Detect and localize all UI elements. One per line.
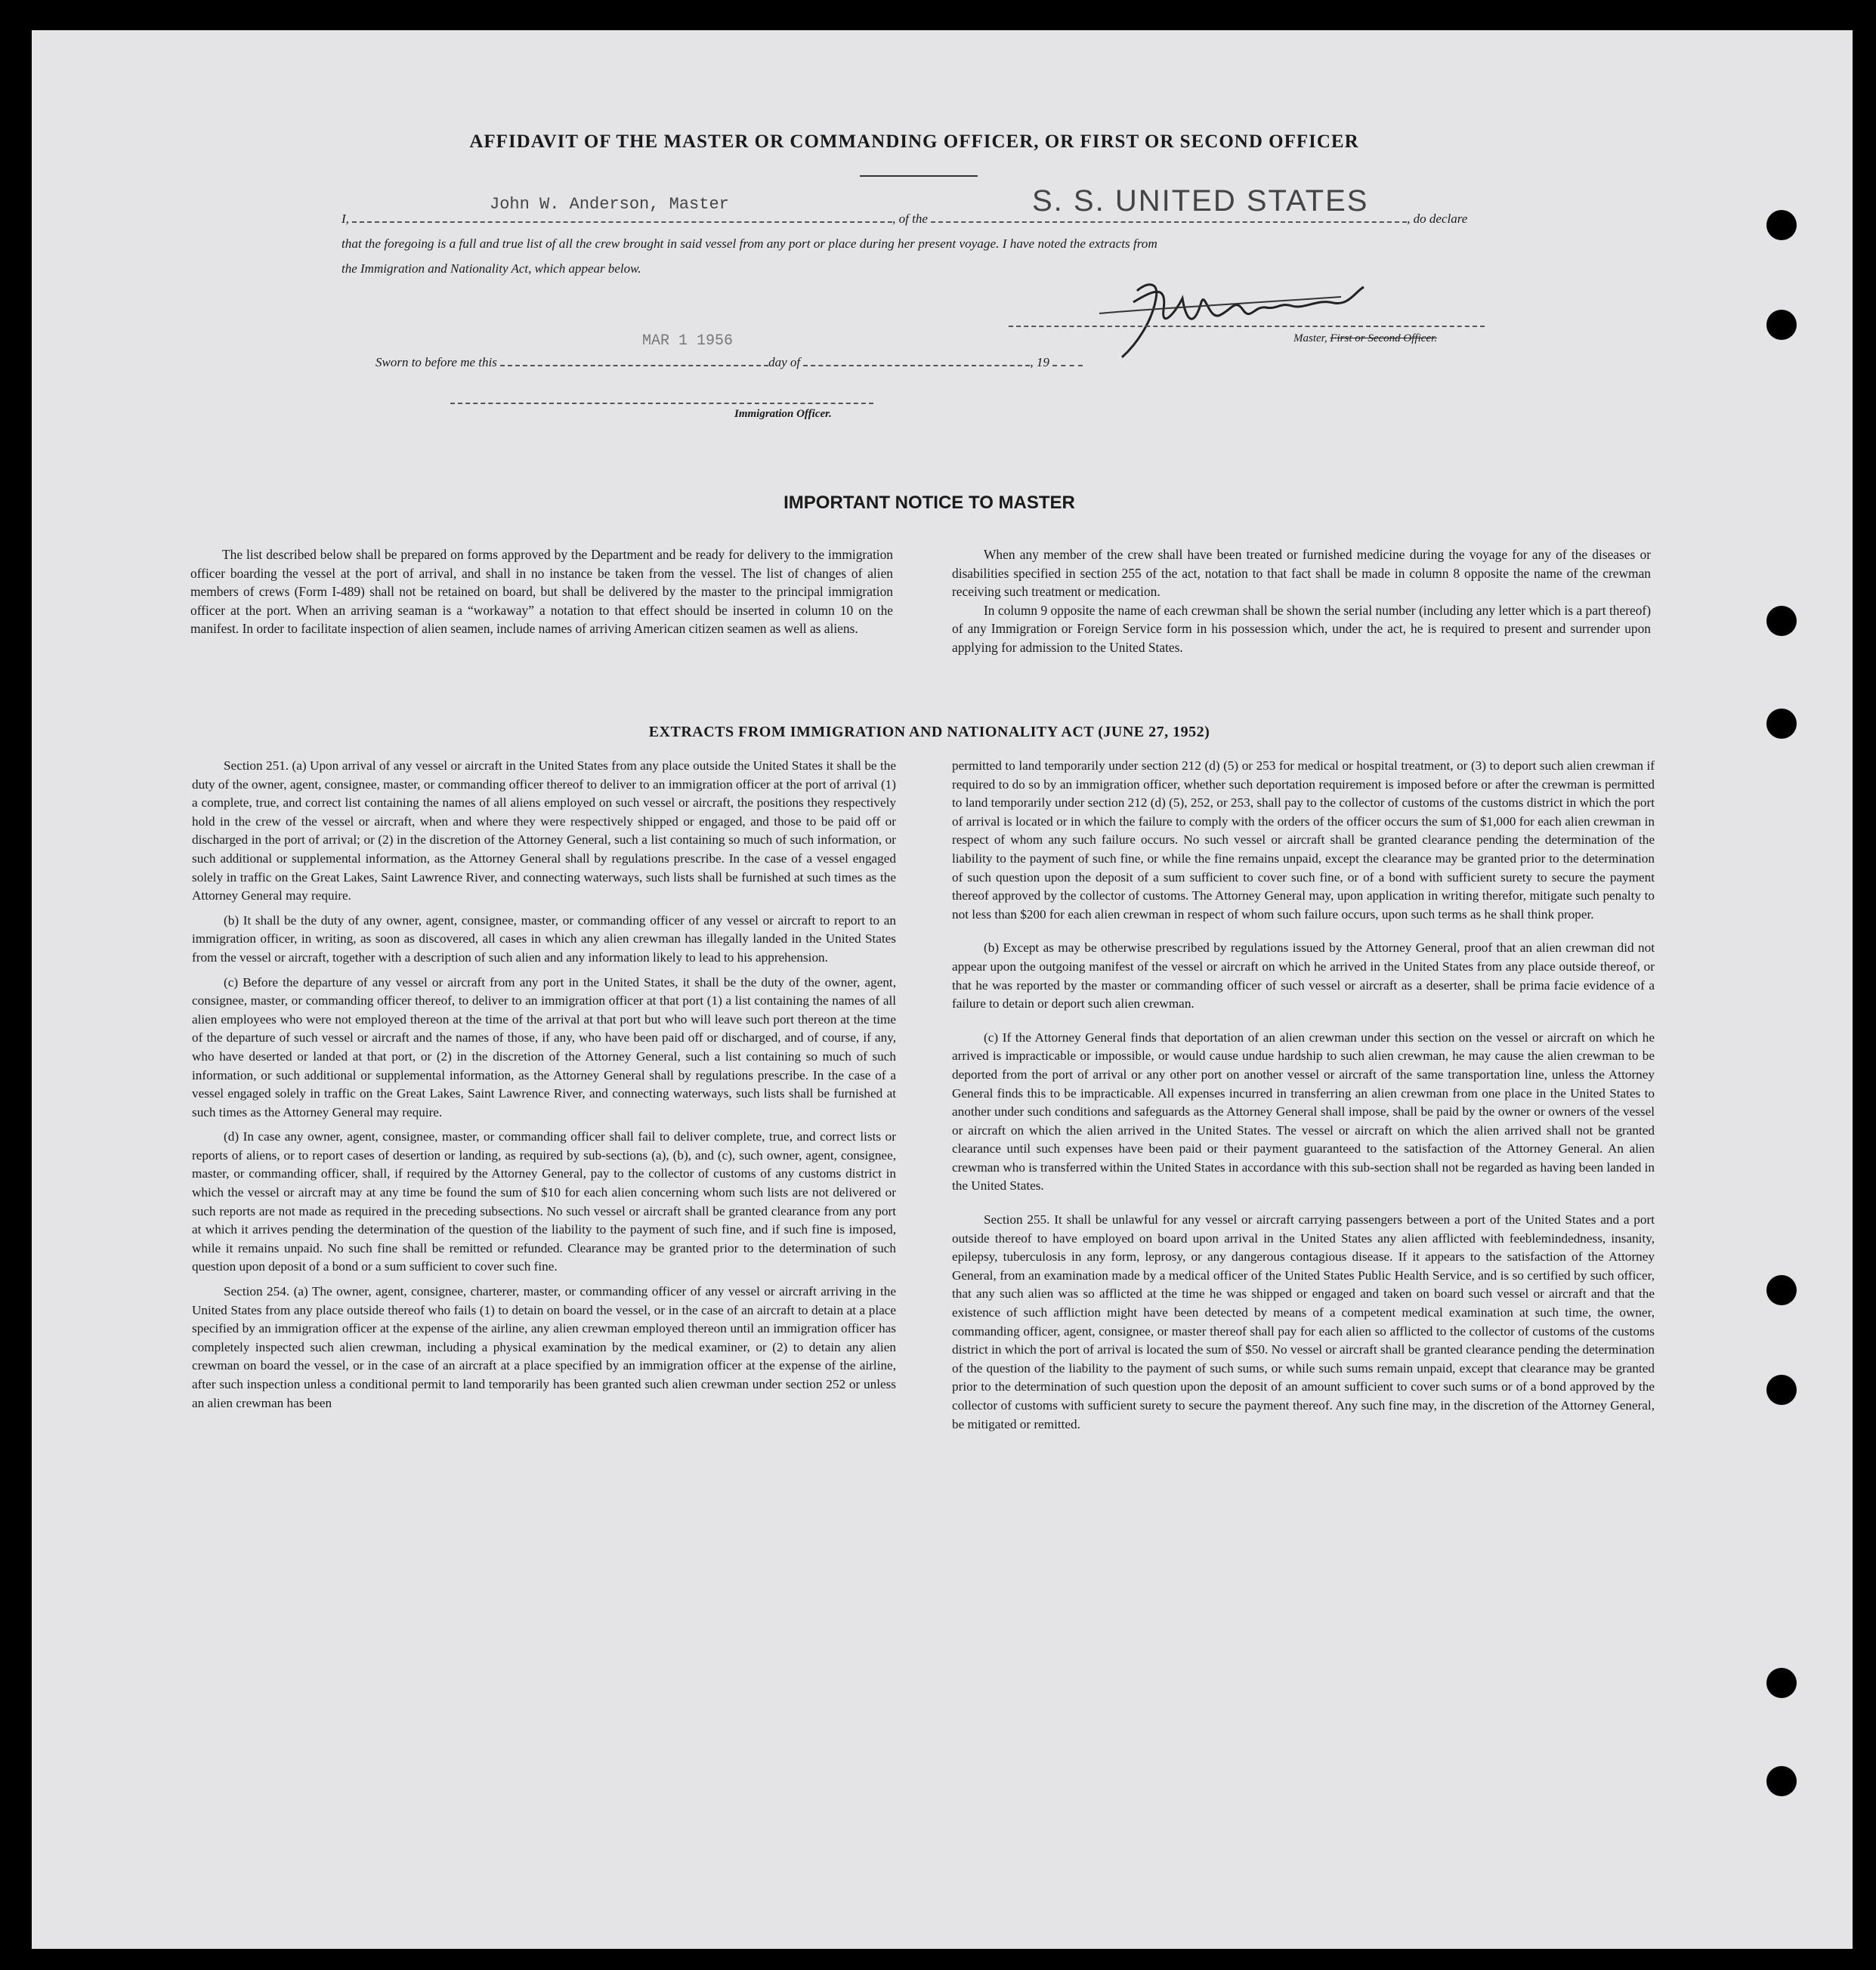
extracts-right-column bbox=[952, 757, 1655, 1434]
day-of-label: day of bbox=[768, 355, 801, 369]
sworn-line bbox=[376, 355, 1083, 370]
binder-hole bbox=[1766, 210, 1797, 240]
section-251b: (b) It shall be the duty of any owner, agent, consignee, master, or commanding officer of any vessel or aircraft to report to an immigration officer, in writing, as soon as discovered, all cases in which any alien crewman has illegally landed in the United States from the vessel or aircraft, together with a description of such alien and any information likely to lead to his apprehension. bbox=[192, 912, 896, 965]
section-251c: (c) Before the departure of any vessel or aircraft from any port in the United States, it shall be the duty of the owner, agent, consignee, master, or commanding officer thereof, to deliver to an immigration officer at that port (1) a list containing the names of all alien employees who were not employed thereon at the time of the arrival at that port but who will leave such port thereon at the time of the departure of such vessel or aircraft and the names of those, if any, who have been paid off or discharged, and of course, if any, who have deserted or landed at that port, or (2) in the discretion of the Attorney General, such a list containing so much of such information, or such additional or supplemental information, as the Attorney General shall by regulations prescribe. In the case of a vessel engaged solely in traffic on the Great Lakes, Saint Lawrence River, and connecting waterways, such lists shall be furnished at such times as the Attorney General may require. bbox=[192, 974, 896, 1119]
notice-right-paragraph-2: In column 9 opposite the name of each crewman shall be shown the serial number (including any letter which is a part thereof) of any Immigration or Foreign Service form in his possession which, under the act, he is required to present and surrender upon applying for admission to the United States. bbox=[952, 602, 1651, 655]
notice-left-paragraph: The list described below shall be prepared on forms approved by the Department and be ready for delivery to the immigration officer boarding the vessel at the port of arrival, and shall in no instance be taken from the vessel. The list of changes of alien members of crews (Form I-489) shall not be retained on board, but shall be delivered by the master to the principal immigration officer at the port. When an arriving seaman is a “workaway” a notation to that effect should be inserted in column 10 on the manifest. In order to facilitate inspection of alien seamen, include names of arriving American citizen seamen as well as aliens. bbox=[190, 547, 893, 637]
binder-hole bbox=[1766, 709, 1797, 739]
binder-hole bbox=[1766, 1766, 1797, 1796]
section-251a: Section 251. (a) Upon arrival of any vessel or aircraft in the United States from any place outside the United States it shall be the duty of the owner, agent, consignee, master, or commanding officer thereof to deliver to an immigration officer at the port of arrival (1) a complete, true, and correct list containing the names of all aliens employed on such vessel or aircraft, the positions they respectively hold in the crew of the vessel or aircraft, when and where they were respectively shipped or engaged, and those to be paid off or discharged in the port of arrival; or (2) in the discretion of the Attorney General, such a list containing so much of such information, or such additional or supplemental information, as the Attorney General shall by regulations prescribe. In the case of a vessel engaged solely in traffic on the Great Lakes, Saint Lawrence River, and connecting waterways, such lists shall be furnished at such times as the Attorney General may require. bbox=[192, 758, 896, 903]
struck-officer-label: First or Second Officer. bbox=[1330, 332, 1437, 344]
binder-hole bbox=[1766, 1275, 1797, 1305]
sworn-date-stamp: MAR 1 1956 bbox=[642, 332, 734, 350]
immigration-officer-line bbox=[450, 393, 873, 408]
binder-hole bbox=[1766, 606, 1797, 636]
statement-line-2: the Immigration and Nationality Act, which appear below. bbox=[342, 261, 641, 276]
binder-hole bbox=[1766, 310, 1797, 340]
title-divider bbox=[860, 175, 978, 177]
notice-left-column bbox=[190, 545, 893, 638]
statement-line-1: that the foregoing is a full and true list of all the crew brought in said vessel from any port or place during her present voyage. I have noted the extracts from bbox=[342, 236, 1157, 251]
declarant-name: John W. Anderson, Master bbox=[490, 195, 729, 214]
master-label: Master, bbox=[1293, 332, 1327, 344]
signature-line bbox=[1009, 316, 1485, 331]
section-254a-continued: permitted to land temporarily under section 212 (d) (5) or 253 for medical or hospital treatment, or (3) to deport such alien crewman if required to do so by an immigration officer, whether such deportation requirement is imposed before or after the crewman is permitted to land temporarily under section 212 (d) (5), 252, or 253, shall pay to the collector of customs of the customs district in which the port of arrival is located or in which the failure to comply with the orders of the officer occurs the sum of $1,000 for each alien crewman in respect of whom any such failure occurs. No such vessel or aircraft shall be granted clearance pending the determination of the liability to the payment of such fine, or while the fine remains unpaid, except the clearance may be granted prior to the determination of such question upon the deposit of a sum sufficient to cover such fine, or of a bond with sufficient surety to secure the payment thereof approved by the collector of customs. The Attorney General may, upon application in writing therefor, mitigate such penalty to not less than $200 for each alien crewman in respect of whom such failure occurs, upon such terms as he shall think proper. bbox=[952, 758, 1655, 922]
extracts-left-column bbox=[192, 757, 896, 1413]
master-title bbox=[1293, 332, 1437, 345]
year-label: , 19 bbox=[1030, 355, 1049, 369]
do-declare-label: , do declare bbox=[1407, 212, 1468, 226]
section-255: Section 255. It shall be unlawful for any vessel or aircraft carrying passengers between a port of the United States and a port outside thereof to have employed on board upon arrival in the United States any alien afflicted with feeblemindedness, insanity, epilepsy, tuberculosis in any form, leprosy, or any dangerous contagious disease. If it appears to the satisfaction of the Attorney General, from an examination made by a medical officer of the United States Public Health Service, and is so certified by such officer, that any such alien was so afflicted at the time he was shipped or engaged and taken on board such vessel or aircraft and that the existence of such affliction might have been detected by means of a competent medical examination at such time, the owner, commanding officer, agent, consignee, or master thereof shall pay for each alien so afflicted to the collector of customs of the customs district in which the port of arrival is located the sum of $50. No vessel or aircraft shall be granted clearance pending the determination of the question of the liability to the payment of such sums, or while such sums remain unpaid, except that clearance may be granted prior to the determination of such question upon the deposit of an amount sufficient to cover such sums or of a bond approved by the collector of customs with sufficient surety to secure the payment thereof. Any such fine may, in the discretion of the Attorney General, be mitigated or remitted. bbox=[952, 1212, 1655, 1431]
extracts-title: EXTRACTS FROM IMMIGRATION AND NATIONALITY ACT (JUNE 27, 1952) bbox=[648, 724, 1210, 740]
notice-right-paragraph-1: When any member of the crew shall have been treated or furnished medicine during the voyage for any of the diseases or disabilities specified in section 255 of the act, notation to that fact shall be made in column 8 opposite the name of the crewman receiving such treatment or medication. bbox=[952, 547, 1651, 600]
section-251d: (d) In case any owner, agent, consignee, master, or commanding officer shall fail to deliver complete, true, and correct lists or reports of aliens, or to report cases of desertion or landing, as required by sub-sections (a), (b), and (c), such owner, agent, consignee, master, or commanding officer, shall, if required by the Attorney General, pay to the collector of customs of any customs district in which the vessel or aircraft may at any time be found the sum of $10 for each alien concerning whom such lists are not delivered or such reports are not made as required in the preceding subsections. No such vessel or aircraft shall be granted clearance from any port at which it arrives pending the determination of the question of the liability to the payment of such fine, and if such fine is imposed, while it remains unpaid. No such fine shall be remitted or refunded. Clearance may be granted prior to the determination of such question upon deposit of a bond or a sum sufficient to cover such fine. bbox=[192, 1129, 896, 1274]
vessel-name: S. S. UNITED STATES bbox=[1032, 184, 1369, 218]
notice-title: IMPORTANT NOTICE TO MASTER bbox=[783, 492, 1075, 513]
immigration-officer-label: Immigration Officer. bbox=[734, 408, 832, 420]
section-254a: Section 254. (a) The owner, agent, consignee, charterer, master, or commanding officer of any vessel or aircraft arriving in the United States from any place outside thereof who fails (1) to detain on board the vessel, or in the case of an aircraft to detain at a place specified by an immigration officer at the expense of the airline, any alien crewman employed thereon until an immigration officer has completely inspected such alien crewman, including a physical examination by the medical examiner, or (2) to detain any alien crewman on board the vessel, or in the case of an aircraft at a place specified by an immigration officer at the expense of the airline, after such inspection unless a conditional permit to land temporarily has been granted such alien crewman under section 252 or unless an alien crewman has been bbox=[192, 1284, 896, 1410]
section-254c: (c) If the Attorney General finds that deportation of an alien crewman under this section on the vessel or aircraft on which he arrived is impracticable or impossible, or would cause undue hardship to such alien crewman, he may cause the alien crewman to be deported from the port of arrival or any other port on another vessel or aircraft of the same transportation line, unless the Attorney General finds this to be impracticable. All expenses incurred in transferring an alien crewman from one place in the United States to another under such conditions and safeguards as the Attorney General shall impose, shall be paid by the owner or owners of the vessel or aircraft on which the alien arrived in the United States. The vessel or aircraft on which the alien arrived shall not be granted clearance until such expenses have been paid or their payment guaranteed to the satisfaction of the Attorney General. An alien crewman who is transferred within the United States in accordance with this sub-section shall not be regarded as having been landed in the United States. bbox=[952, 1030, 1655, 1193]
notice-right-column bbox=[952, 545, 1651, 657]
affidavit-title: AFFIDAVIT OF THE MASTER OR COMMANDING OFFICER, OR FIRST OR SECOND OFFICER bbox=[469, 131, 1359, 152]
binder-hole bbox=[1766, 1668, 1797, 1698]
sworn-label: Sworn to before me this bbox=[376, 355, 497, 369]
binder-hole bbox=[1766, 1375, 1797, 1405]
of-the-label: , of the bbox=[892, 212, 928, 226]
section-254b: (b) Except as may be otherwise prescribed by regulations issued by the Attorney General, proof that an alien crewman did not appear upon the outgoing manifest of the vessel or aircraft on which he arrived in the United States from any place outside thereof, or that he was reported by the master or commanding officer of such vessel or aircraft as a deserter, shall be prima facie evidence of a failure to detain or deport such alien crewman. bbox=[952, 940, 1655, 1011]
i-label: I, bbox=[342, 212, 349, 226]
